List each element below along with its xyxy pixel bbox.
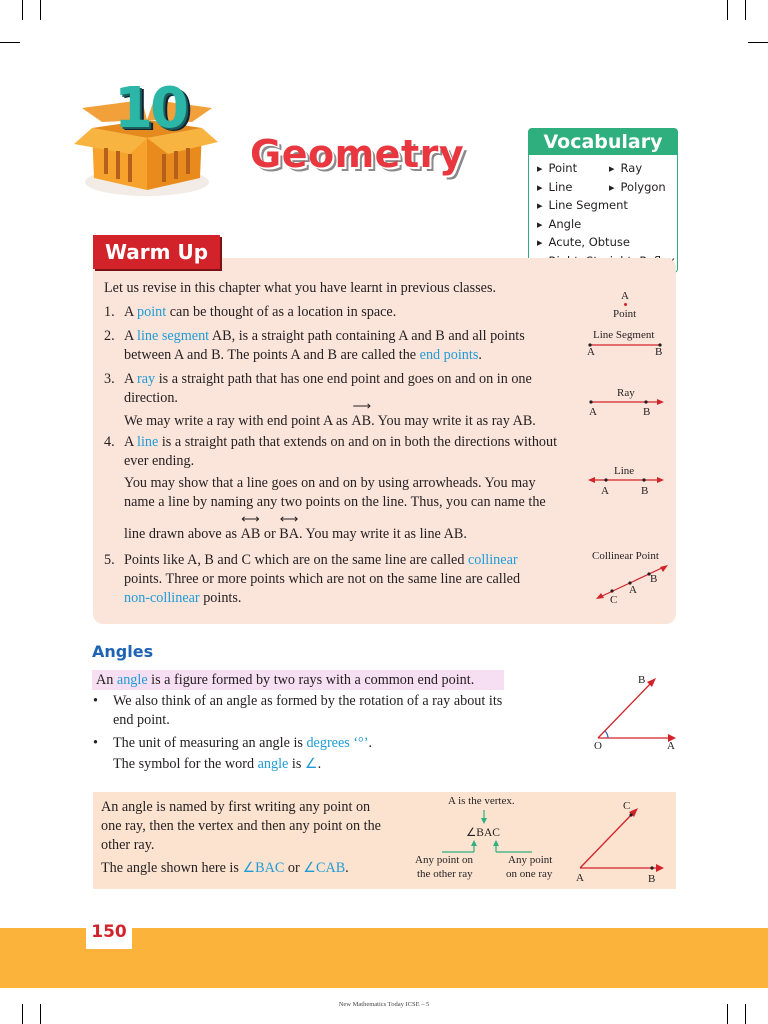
text: can be thought of as a location in space. — [166, 304, 397, 320]
ray-notation — [351, 398, 372, 431]
double-arrow-icon: ⟷ — [279, 511, 299, 526]
crop-mark — [22, 0, 23, 20]
chapter-title: Geometry — [250, 132, 465, 176]
left-note-line2: the other ray — [417, 868, 473, 880]
vocabulary-title: Vocabulary — [529, 129, 677, 155]
line-label-b: B — [641, 485, 649, 497]
text: A — [124, 434, 138, 450]
naming-label-a: A — [576, 872, 584, 884]
text: . — [345, 860, 349, 876]
naming-line3: other ray. — [101, 837, 155, 853]
text: . — [317, 756, 322, 772]
keyword: ∠CAB — [303, 860, 346, 876]
crop-mark — [40, 0, 41, 20]
angle-definition — [96, 671, 474, 690]
double-arrow-icon: ⟷ — [241, 511, 260, 526]
angle-label-b: B — [638, 674, 646, 686]
text: or — [284, 860, 304, 876]
warmup-item-3 — [124, 370, 532, 389]
keyword: angle — [257, 756, 289, 772]
crop-mark — [727, 0, 728, 20]
text: A — [124, 371, 138, 387]
collinear-caption: Collinear Point — [592, 550, 659, 562]
keyword: point — [137, 304, 167, 320]
angle-symbol-line — [113, 755, 321, 774]
point-dot — [624, 303, 627, 306]
text: We may write a ray with end point A as — [124, 413, 352, 429]
warmup-item-4-line4: name a line by naming any two points on the line. Thus, you can name the — [124, 494, 546, 510]
text: points. — [199, 590, 242, 606]
warmup-item-5-line2: points. Three or more points which are not on the same line are called — [124, 571, 521, 587]
ray-label-a: A — [589, 406, 597, 418]
bullet-rotation-line2: end point. — [113, 712, 170, 728]
text: is — [288, 756, 305, 772]
vocabulary-box — [528, 128, 678, 273]
keyword: line — [137, 434, 159, 450]
naming-label-c: C — [623, 800, 631, 812]
warmup-item-3-line2: direction. — [124, 390, 178, 406]
segment-label-b: B — [655, 346, 663, 358]
line-caption: Line — [614, 465, 635, 477]
ray-figure — [586, 397, 666, 407]
angle-bac-figure — [574, 806, 668, 876]
angle-label-o: O — [594, 740, 602, 752]
keyword: degrees ‘°’ — [306, 735, 369, 751]
line-segment-figure — [586, 340, 666, 350]
text: The symbol for the word — [113, 756, 258, 772]
text: Points like A, B and C which are on the same line are called — [124, 552, 468, 568]
segment-caption: Line Segment — [593, 329, 655, 341]
text: BA — [279, 526, 299, 542]
text: AB — [351, 413, 372, 429]
angle-bac-label: ∠BAC — [466, 827, 500, 839]
collinear-label-c: C — [610, 594, 618, 606]
vertex-note: A is the vertex. — [448, 795, 515, 807]
text: line drawn above as — [124, 526, 241, 542]
warmup-item-1 — [124, 303, 396, 322]
text: . You may write it as ray AB. — [371, 413, 536, 429]
vocab-item: ▸ Line Segment — [537, 198, 628, 212]
line-notation — [279, 511, 299, 544]
right-note-line2: on one ray — [506, 868, 553, 880]
text: AB, is a straight path containing A and B and all points — [209, 328, 525, 344]
angle-label-a: A — [667, 740, 675, 752]
text: is a straight path that has one end point and goes on and on in one — [155, 371, 532, 387]
text: . — [368, 735, 372, 751]
vocab-item: ▸ Acute, Obtuse — [537, 235, 630, 249]
warmup-item-4-line5 — [124, 511, 467, 544]
angle-figure — [590, 672, 680, 748]
warmup-item-5-line3 — [124, 589, 241, 608]
ray-arrow-icon: ⟶ — [352, 398, 372, 413]
text: A — [124, 328, 138, 344]
naming-line1: An angle is named by first writing any point on — [101, 799, 371, 815]
item-number: 3. — [104, 371, 115, 387]
crop-mark — [745, 0, 746, 20]
text: The angle shown here is — [101, 860, 243, 876]
chapter-number: 10 — [114, 76, 186, 141]
text: A — [124, 304, 138, 320]
line-figure — [586, 475, 666, 485]
keyword: non-collinear — [124, 590, 200, 606]
warmup-intro: Let us revise in this chapter what you have learnt in previous classes. — [104, 280, 497, 296]
vocab-item: ▸ Ray — [609, 161, 642, 175]
text: or — [260, 526, 280, 542]
ray-caption: Ray — [617, 387, 635, 399]
keyword: end points — [419, 347, 479, 363]
right-note-line1: Any point — [508, 854, 553, 866]
item-number: 2. — [104, 328, 115, 344]
keyword: ∠BAC — [242, 860, 285, 876]
naming-line4 — [101, 859, 349, 878]
vocab-item: ▸ Line — [537, 180, 573, 194]
page-number: 150 — [91, 922, 127, 942]
angle-symbol: ∠ — [304, 756, 318, 772]
warmup-item-4-line2: ever ending. — [124, 453, 195, 469]
warmup-item-2 — [124, 327, 525, 346]
angles-heading: Angles — [92, 642, 154, 661]
collinear-label-b: B — [650, 573, 658, 585]
text: is a straight path that extends on and on in both the directions without — [158, 434, 558, 450]
warmup-item-2-line2 — [124, 346, 482, 365]
naming-line2: one ray, then the vertex and then any point on the — [101, 818, 381, 834]
ray-label-b: B — [643, 406, 651, 418]
vocab-item: ▸ Angle — [537, 217, 581, 231]
left-note-line1: Any point on — [415, 854, 474, 866]
text: between A and B. The points A and B are called the — [124, 347, 420, 363]
keyword: ray — [137, 371, 156, 387]
text: is a figure formed by two rays with a common end point. — [147, 672, 475, 688]
keyword: collinear — [467, 552, 518, 568]
footer-note: New Mathematics Today ICSE – 5 — [338, 1001, 430, 1008]
naming-label-b: B — [648, 873, 656, 885]
text: AB — [240, 526, 261, 542]
warmup-item-4 — [124, 433, 557, 452]
keyword: angle — [116, 672, 148, 688]
item-number: 5. — [104, 552, 115, 568]
chapter-badge — [72, 78, 222, 198]
segment-label-a: A — [587, 346, 595, 358]
bullet-dot: • — [93, 693, 98, 709]
text: . — [478, 347, 482, 363]
item-number: 1. — [104, 304, 115, 320]
vocab-item: ▸ Polygon — [609, 180, 666, 194]
collinear-figure — [594, 562, 670, 604]
bullet-dot: • — [93, 735, 98, 751]
point-caption: Point — [613, 308, 637, 320]
crop-mark — [0, 42, 20, 43]
line-notation — [240, 511, 261, 544]
vocab-item: ▸ Point — [537, 161, 577, 175]
warmup-item-4-line3: You may show that a line goes on and on by using arrowheads. You may — [124, 475, 536, 491]
keyword: line segment — [137, 328, 210, 344]
bullet-rotation-line1: We also think of an angle as formed by the rotation of a ray about its — [113, 693, 503, 709]
text: . You may write it as line AB. — [298, 526, 467, 542]
bullet-unit — [113, 734, 372, 753]
text: The unit of measuring an angle is — [113, 735, 307, 751]
crop-mark — [748, 42, 768, 43]
text: An — [96, 672, 117, 688]
point-label-a: A — [621, 290, 629, 302]
item-number: 4. — [104, 434, 115, 450]
collinear-label-a: A — [629, 584, 637, 596]
warmup-item-5 — [124, 551, 518, 570]
line-label-a: A — [601, 485, 609, 497]
warmup-tag: Warm Up — [93, 235, 220, 269]
